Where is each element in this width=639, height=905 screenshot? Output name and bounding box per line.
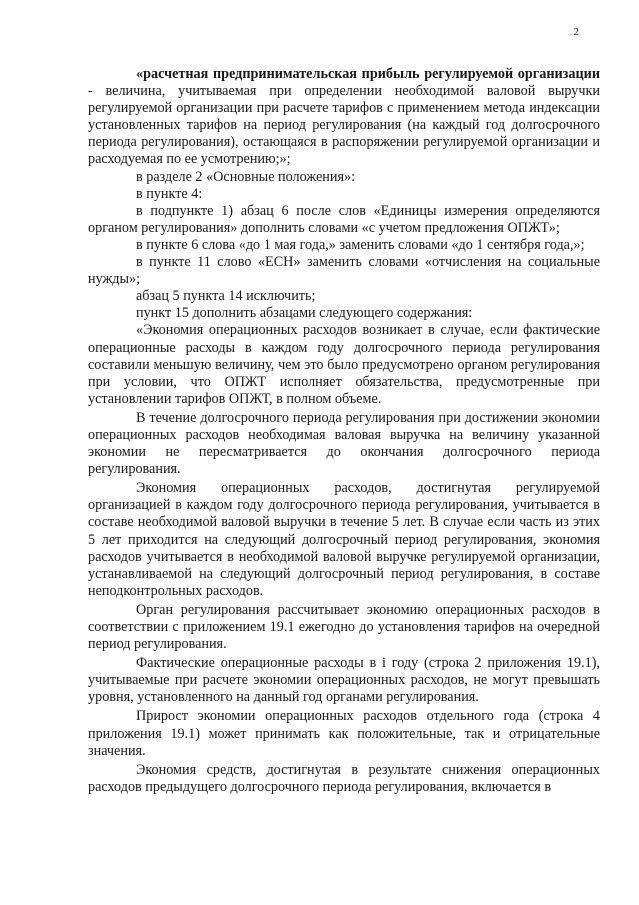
paragraph-savings-growth: Прирост экономии операционных расходов отдельного года (строка 4 приложения 19.1) может принимать как положительные, так и отрицательные значения. (88, 708, 600, 759)
paragraph-section-2: в разделе 2 «Основные положения»: (136, 168, 356, 185)
paragraph-actual-expenses: Фактические операционные расходы в i году (строка 2 приложения 19.1), учитываемые при расчете экономии операционных расходов, не могут превышать уровня, установленного на данный год органами регулирования. (88, 655, 600, 706)
paragraph-savings-no-revision: В течение долгосрочного периода регулирования при достижении экономии операционных расходов необходимая валовая выручка на величину указанной экономии не пересматривается до окончания долгосрочного периода регулирования. (88, 409, 600, 478)
definition-paragraph (88, 66, 600, 169)
paragraph-subitem-1: в подпункте 1) абзац 6 после слов «Единицы измерения определяются органом регулирования» дополнить словами «с учетом предложения ОПЖТ»; (88, 202, 600, 236)
paragraph-savings-definition: «Экономия операционных расходов возникает в случае, если фактические операционные расходы в каждом году долгосрочного периода регулирования составили меньшую величину, чем это было предусмотрено органом регулирования при условии, что ОПЖТ исполняет обязательства, предусмотренные при установлении тарифов ОПЖТ, в полном объеме. (88, 322, 600, 407)
defined-term: «расчетная предпринимательская прибыль регулируемой организации (136, 66, 600, 82)
definition-text: - величина, учитываемая при определении необходимой валовой выручки регулируемой организации при расчете тарифов с применением метода индексации установленных тарифов на период регулирования (на каждый год долгосрочного периода регулирования), остающаяся в распоряжении регулируемой организации и расходуемая по ее усмотрению;»; (88, 83, 600, 168)
paragraph-previous-period-savings: Экономия средств, достигнутая в результате снижения операционных расходов предыдущего долгосрочного периода регулирования, включается в (88, 761, 600, 795)
paragraph-item-15: пункт 15 дополнить абзацами следующего содержания: (136, 305, 473, 322)
paragraph-item-6: в пункте 6 слова «до 1 мая года,» заменить словами «до 1 сентября года,»; (136, 236, 585, 253)
paragraph-item-4: в пункте 4: (136, 185, 203, 202)
paragraph-savings-five-years: Экономия операционных расходов, достигнутая регулируемой организацией в каждом году долгосрочного периода регулирования, учитывается в составе необходимой валовой выручки в течение 5 лет. В случае если часть из этих 5 лет приходится на следующий долгосрочный период регулирования, экономия расходов учитывается в необходимой валовой выручке регулируемой организации, устанавливаемой на следующий долгосрочный период регулирования, в составе неподконтрольных расходов. (88, 480, 600, 599)
page-number: 2 (573, 26, 579, 38)
paragraph-item-14: абзац 5 пункта 14 исключить; (136, 288, 316, 305)
document-body (88, 66, 600, 796)
paragraph-item-11: в пункте 11 слово «ЕСН» заменить словами «отчисления на социальные нужды»; (88, 254, 600, 288)
paragraph-savings-calculation: Орган регулирования рассчитывает экономию операционных расходов в соответствии с приложением 19.1 ежегодно до установления тарифов на очередной период регулирования. (88, 601, 600, 653)
